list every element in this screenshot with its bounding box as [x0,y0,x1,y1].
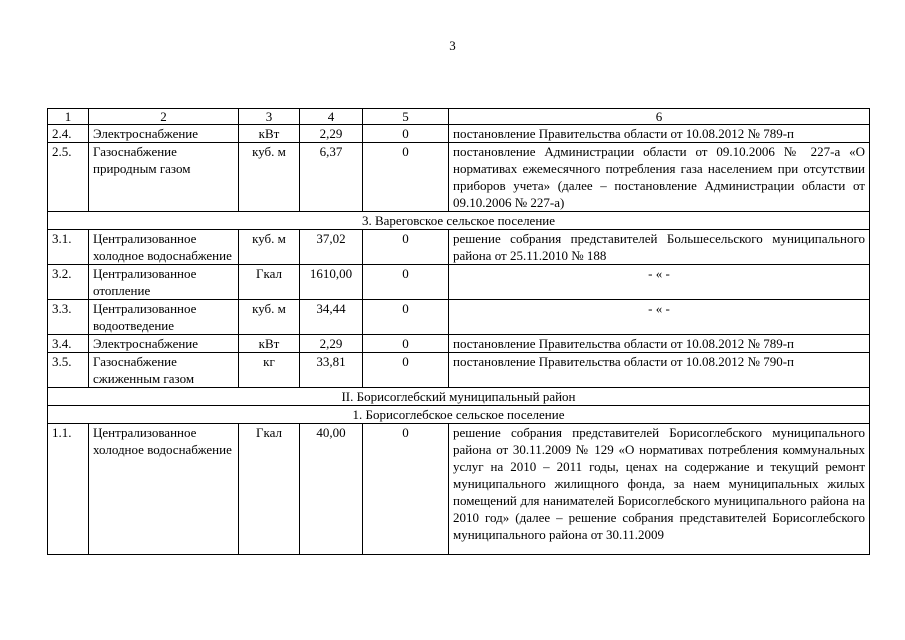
header-cell: 3 [239,109,300,125]
header-cell: 1 [48,109,89,125]
table-row [48,424,870,555]
service-name: Централизованное водоотведение [89,300,239,335]
column-5-value: 0 [363,353,449,388]
row-number: 3.1. [48,230,89,265]
table-row [48,125,870,143]
row-number: 2.4. [48,125,89,143]
row-number: 3.4. [48,335,89,353]
service-name: Централизованное холодное водоснабжение [89,230,239,265]
norm-value: 40,00 [300,424,363,555]
column-5-value: 0 [363,125,449,143]
norm-value: 2,29 [300,125,363,143]
table-row [48,230,870,265]
norm-value: 6,37 [300,143,363,212]
norm-value: 33,81 [300,353,363,388]
row-number: 3.3. [48,300,89,335]
column-number-header [48,109,870,125]
unit-of-measure: куб. м [239,143,300,212]
legal-document: постановление Правительства области от 10.08.2012 № 789-п [449,125,870,143]
row-number: 3.5. [48,353,89,388]
norm-value: 34,44 [300,300,363,335]
service-name: Газоснабжение природным газом [89,143,239,212]
legal-document: постановление Администрации области от 09.10.2006 № 227-а «О нормативах ежемесячного потребления газа населением при отсутствии приборов учета» (далее – постановление Администрации области от 09.10.2006 № 227-а) [449,143,870,212]
table-row [48,353,870,388]
legal-document: постановление Правительства области от 10.08.2012 № 790-п [449,353,870,388]
norms-table [47,108,870,555]
section-title: 3. Вареговское сельское поселение [48,212,870,230]
service-name: Электроснабжение [89,125,239,143]
column-5-value: 0 [363,143,449,212]
legal-document: решение собрания представителей Большесельского муниципального района от 25.11.2010 № 188 [449,230,870,265]
section-row [48,212,870,230]
header-cell: 4 [300,109,363,125]
legal-document: - « - [449,265,870,300]
page-number: 3 [449,38,456,53]
legal-document: - « - [449,300,870,335]
table-row [48,300,870,335]
unit-of-measure: Гкал [239,265,300,300]
column-5-value: 0 [363,230,449,265]
unit-of-measure: куб. м [239,300,300,335]
unit-of-measure: кВт [239,125,300,143]
column-5-value: 0 [363,335,449,353]
service-name: Электроснабжение [89,335,239,353]
header-cell: 6 [449,109,870,125]
unit-of-measure: кВт [239,335,300,353]
row-number: 3.2. [48,265,89,300]
section-row [48,388,870,406]
row-number: 2.5. [48,143,89,212]
norm-value: 1610,00 [300,265,363,300]
unit-of-measure: Гкал [239,424,300,555]
norm-value: 37,02 [300,230,363,265]
unit-of-measure: куб. м [239,230,300,265]
header-cell: 5 [363,109,449,125]
norm-value: 2,29 [300,335,363,353]
table-row [48,335,870,353]
unit-of-measure: кг [239,353,300,388]
row-number: 1.1. [48,424,89,555]
service-name: Газоснабжение сжиженным газом [89,353,239,388]
table-row [48,265,870,300]
column-5-value: 0 [363,424,449,555]
service-name: Централизованное отопление [89,265,239,300]
section-row [48,406,870,424]
header-cell: 2 [89,109,239,125]
section-title: 1. Борисоглебское сельское поселение [48,406,870,424]
column-5-value: 0 [363,265,449,300]
legal-document [449,424,870,555]
service-name: Централизованное холодное водоснабжение [89,424,239,555]
section-title: II. Борисоглебский муниципальный район [48,388,870,406]
table-row [48,143,870,212]
legal-document: постановление Правительства области от 10.08.2012 № 789-п [449,335,870,353]
column-5-value: 0 [363,300,449,335]
legal-document-text: решение собрания представителей Борисоглебского муниципального района от 30.11.2009 № 129 «О нормативах потребления коммунальных услуг на 2010 – 2011 годы, ценах на содержание и текущий ремонт муниципального жилищного фонда, за наем муниципальных жилых помещений для нанимателей Борисоглебского муниципального района на 2010 год» (далее – решение собрания представителей Борисоглебского муниципального района от 30.11.2009 [453,425,865,542]
